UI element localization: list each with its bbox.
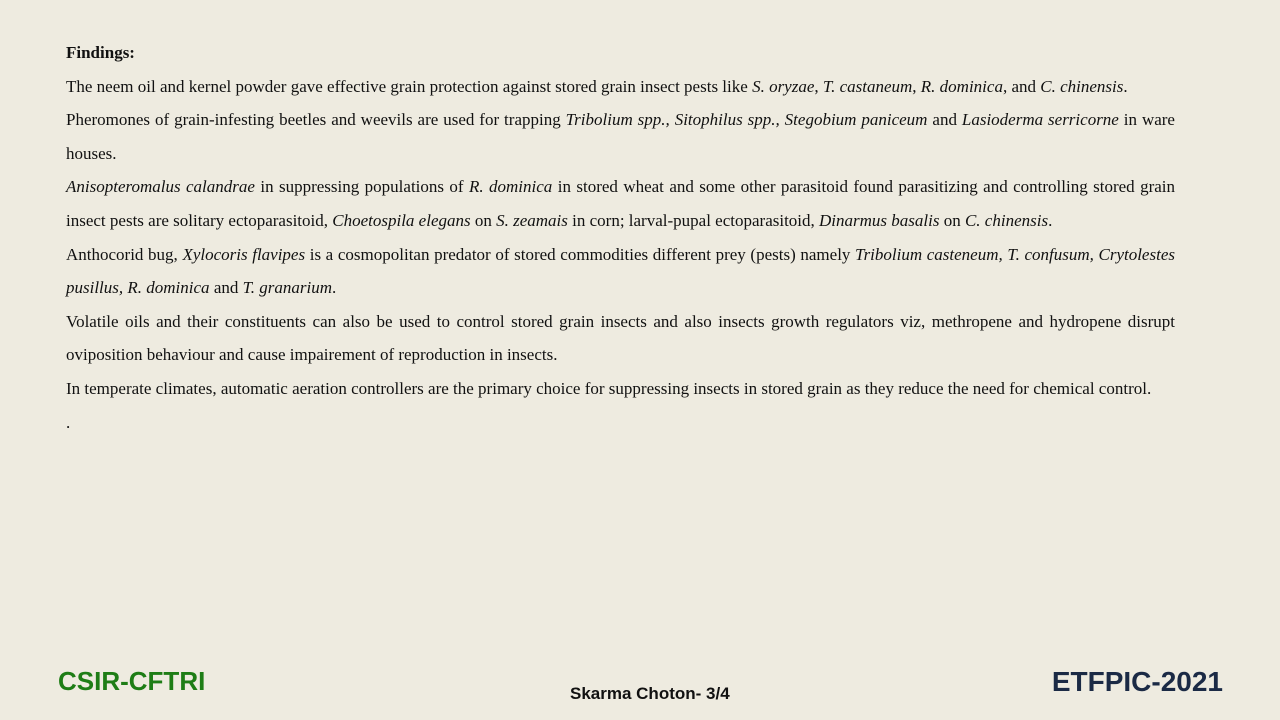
findings-heading: Findings: [66,43,135,62]
text-run: on [470,210,497,230]
text-run: is a cosmopolitan predator of stored commodities different prey (pests) namely [305,244,856,264]
organization-label: CSIR-CFTRI [58,666,206,696]
species-name: S. oryzae [752,76,815,96]
text-run: . [1048,210,1053,230]
species-name: R. dominica [920,76,1003,96]
text-run: in corn; larval-pupal ectoparasitoid, [567,210,820,230]
text-run: and [927,110,962,130]
text-run: Pheromones of grain-infesting beetles and weevils are used for trapping [66,110,566,130]
text-run: in suppressing populations of [254,177,469,197]
findings-paragraph [66,406,1175,440]
text-run: . [66,412,71,432]
text-run: Anthocorid bug, [66,244,183,264]
author-page-label: Skarma Choton- 3/4 [570,684,730,703]
species-name: Anisopteromalus calandrae [66,177,255,197]
species-name: T. granarium [242,278,333,298]
findings-paragraphs [66,70,1175,440]
species-name: T. castaneum [822,76,913,96]
text-run: . [1123,76,1128,96]
species-name: Tribolium spp., Sitophilus spp., Stegobium paniceum [565,110,928,130]
text-run: . [332,278,337,298]
text-run: , and [1002,76,1041,96]
species-name: Dinarmus basalis [819,210,940,230]
findings-paragraph [66,70,1175,104]
species-name: Tribolium casteneum, T. confusum, Crytolestes pusillus, R. dominica [66,244,1175,298]
text-run: The neem oil and kernel powder gave effective grain protection against stored grain insect pests like [66,76,753,96]
findings-paragraph [66,372,1175,406]
species-name: Xylocoris flavipes [182,244,306,264]
text-run: In temperate climates, automatic aeration controllers are the primary choice for suppressing insects in stored grain as they reduce the need for chemical control. [66,378,1152,398]
text-run: in ware houses. [66,110,1175,163]
species-name: Lasioderma serricorne [961,110,1119,130]
text-run: Volatile oils and their constituents can also be used to control stored grain insects and also insects growth regulators viz, methropene and hydropene disrupt oviposition behaviour and cause impairement of reproduction in insects. [66,311,1175,365]
text-run: , [912,76,921,96]
findings-paragraph [66,170,1175,237]
species-name: C. chinensis [964,210,1049,230]
text-run: on [939,210,965,230]
text-run: , [814,76,823,96]
event-label: ETFPIC-2021 [1051,666,1223,697]
species-name: C. chinensis [1040,76,1124,96]
text-run: and [209,278,243,298]
findings-paragraph [66,103,1175,170]
text-run: in stored wheat and some other parasitoid found parasitizing and controlling stored grain insect pests are solitary ectoparasitoid, [66,177,1175,230]
species-name: R. dominica [468,177,553,197]
findings-paragraph [66,238,1175,305]
findings-paragraph [66,305,1175,372]
findings-content [66,36,1175,439]
species-name: Choetospila elegans [332,210,471,230]
species-name: S. zeamais [496,210,568,230]
